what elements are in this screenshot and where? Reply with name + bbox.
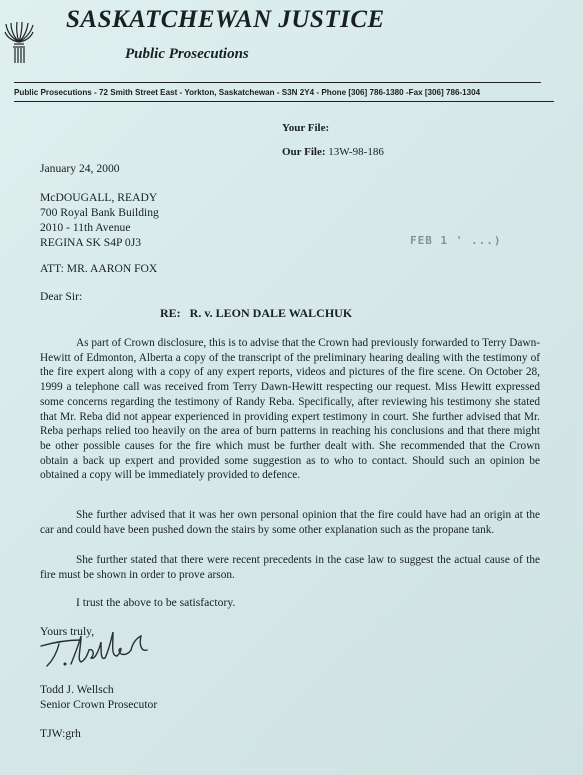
received-stamp: FEB 1 ' ...): [410, 234, 502, 247]
recipient-line-3: 2010 - 11th Avenue: [40, 221, 131, 234]
body-paragraph-4: I trust the above to be satisfactory.: [76, 596, 236, 609]
subject-label: RE:: [160, 306, 181, 320]
your-file-ref: [282, 122, 329, 134]
recipient-line-1: McDOUGALL, READY: [40, 191, 158, 204]
signer-name: Todd J. Wellsch: [40, 683, 114, 696]
letterhead-rule-bottom: [14, 101, 554, 102]
our-file-ref: [282, 146, 384, 158]
recipient-line-4: REGINA SK S4P 0J3: [40, 236, 142, 249]
division-title: Public Prosecutions: [125, 46, 249, 62]
letterhead-address: Public Prosecutions - 72 Smith Street East - Yorkton, Saskatchewan - S3N 2Y4 - Phone [306] 786-1380 -Fax [306] 786-1304: [14, 88, 481, 97]
our-file-label: Our File:: [282, 146, 326, 158]
wheat-sheaf-logo-icon: [4, 20, 34, 64]
subject-line: [160, 306, 352, 321]
body-paragraph-1: As part of Crown disclosure, this is to advise that the Crown had previously forwarded to Terry Dawn-Hewitt of Edmonton, Alberta a copy of the transcript of the preliminary hearing dealing with the testimony of the fire expert along with a copy of any expert reports, videos and pictures of the fire scene. On October 28, 1999 a telephone call was received from Terry Dawn-Hewitt respecting our request. Miss Hewitt expressed some concerns regarding the testimony of Randy Reba. Specifically, after reviewing his testimony she stated that Mr. Reba did not appear experienced in providing expert testimony in court. She further advised that Mr. Reba perhaps relied too heavily on the area of burn patterns in reaching his conclusions and that there might be other possible causes for the fire which must be further dealt with. She recommended that the Crown obtain a back up expert and provided some suggestion as to who to contact. Should such an opinion be obtained a copy will be immediately provided to defence.: [40, 337, 540, 482]
letter-date: January 24, 2000: [40, 162, 120, 175]
your-file-label: Your File:: [282, 122, 330, 134]
our-file-value: 13W-98-186: [328, 146, 384, 158]
organization-title: SASKATCHEWAN JUSTICE: [66, 6, 385, 33]
recipient-line-2: 700 Royal Bank Building: [40, 206, 159, 219]
reference-initials: TJW:grh: [40, 727, 81, 740]
letterhead-rule-top: [14, 82, 541, 83]
closing: Yours truly,: [40, 625, 95, 638]
body-paragraph-2: She further advised that it was her own personal opinion that the fire could have had an origin at the car and could have been pushed down the stairs by some other explanation such as the propane tank.: [40, 509, 540, 536]
attention-line: ATT: MR. AARON FOX: [40, 262, 158, 275]
body-paragraph-3: She further stated that there were recent precedents in the case law to suggest the actual cause of the fire must be shown in order to prove arson.: [40, 554, 540, 581]
subject-text: R. v. LEON DALE WALCHUK: [189, 306, 353, 320]
handwritten-signature: [37, 620, 157, 675]
signer-title: Senior Crown Prosecutor: [40, 698, 158, 711]
salutation: Dear Sir:: [40, 290, 83, 303]
